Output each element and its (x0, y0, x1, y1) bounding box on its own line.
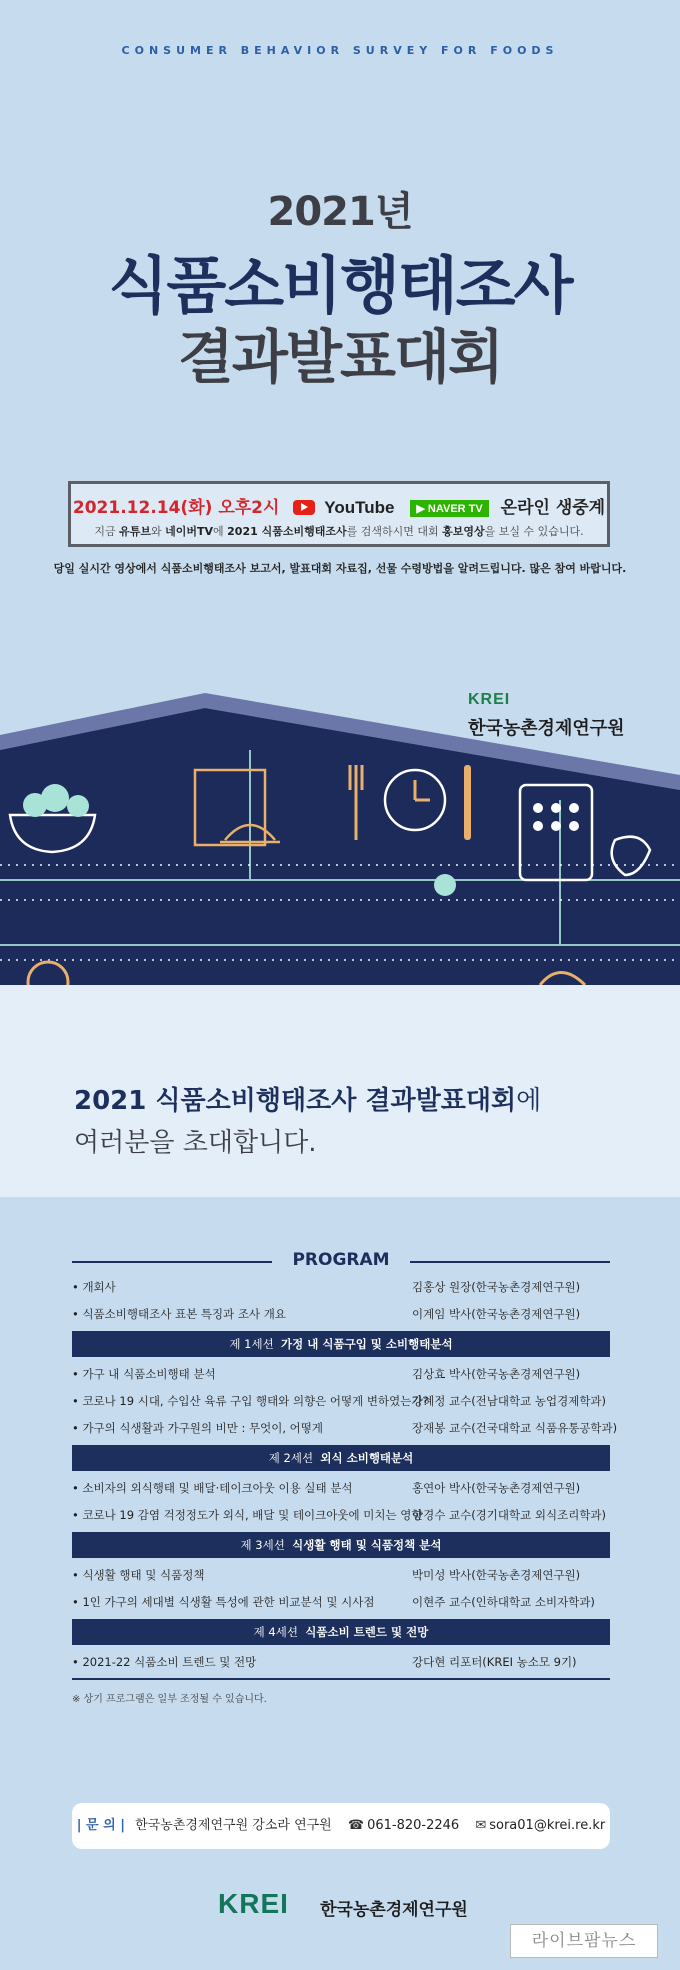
broadcast-date: 2021.12.14(화) 오후2시 (72, 498, 280, 518)
session-name: 외식 소비행태분석 (320, 1451, 414, 1465)
program-row (72, 1649, 610, 1676)
mail-icon: ✉ (475, 1818, 487, 1833)
row-title: • 개회사 (72, 1280, 116, 1294)
watermark: 라이브팜뉴스 (510, 1924, 658, 1958)
program-title: PROGRAM (292, 1250, 390, 1270)
invite-particle: 에 (516, 1086, 542, 1116)
desc-text: 에 (213, 525, 228, 538)
desc-youtube: 유튜브 (119, 525, 151, 538)
invite-line1 (74, 1080, 541, 1117)
row-speaker: 홍연아 박사(한국농촌경제연구원) (412, 1481, 581, 1495)
row-speaker: 한경수 교수(경기대학교 외식조리학과) (412, 1508, 607, 1522)
program-row (72, 1589, 610, 1616)
session-name: 식생활 행태 및 식품정책 분석 (292, 1538, 442, 1552)
desc-text: 지금 (94, 525, 120, 538)
program-row (72, 1361, 610, 1388)
youtube-icon (293, 500, 315, 515)
broadcast-box (68, 481, 610, 547)
desc-text: 와 (151, 525, 166, 538)
program-row (72, 1502, 610, 1529)
notice-text: 당일 실시간 영상에서 식품소비행태조사 보고서, 발표대회 자료집, 선물 수령방법을 알려드립니다. 많은 참여 바랍니다. (53, 562, 627, 575)
row-title: • 식생활 행태 및 식품정책 (72, 1568, 205, 1582)
session-number: 제 2세션 (268, 1451, 314, 1465)
navertv-badge: ▶ NAVER TV (410, 500, 488, 517)
program-row (72, 1562, 610, 1589)
row-title: • 가구 내 식품소비행태 분석 (72, 1367, 216, 1381)
eyebrow-text: CONSUMER BEHAVIOR SURVEY FOR FOODS (121, 44, 559, 57)
row-speaker: 이계임 박사(한국농촌경제연구원) (412, 1307, 581, 1321)
page-subtitle: 결과발표대회 (177, 323, 503, 391)
session-4-header (72, 1619, 610, 1645)
contact-phone[interactable]: 061-820-2246 (367, 1818, 460, 1833)
row-speaker: 강혜정 교수(전남대학교 농업경제학과) (412, 1394, 607, 1408)
footer-org-name: 한국농촌경제연구원 (320, 1900, 468, 1920)
row-title: • 2021-22 식품소비 트렌드 및 전망 (72, 1655, 257, 1669)
session-name: 가정 내 식품구입 및 소비행태분석 (281, 1337, 453, 1351)
page-title: 식품소비행태조사 (108, 249, 572, 322)
contact-email[interactable]: sora01@krei.re.kr (489, 1818, 606, 1833)
contact-label: | 문 의 | (76, 1818, 125, 1833)
navertv-label: NAVER TV (427, 503, 483, 515)
broadcast-desc (71, 523, 607, 539)
roof-panel (0, 708, 680, 985)
session-1-header (72, 1331, 610, 1357)
session-number: 제 1세션 (229, 1337, 274, 1351)
row-speaker: 박미성 박사(한국농촌경제연구원) (412, 1568, 581, 1582)
desc-promo: 홍보영상 (442, 525, 485, 538)
row-speaker: 김홍상 원장(한국농촌경제연구원) (412, 1280, 581, 1294)
program-header (72, 1250, 610, 1274)
program-row (72, 1388, 610, 1415)
row-title: • 코로나 19 시대, 수입산 육류 구입 행태와 의향은 어떻게 변하였는가? (72, 1394, 429, 1408)
krei-name: 한국농촌경제연구원 (468, 718, 625, 739)
program-divider (72, 1678, 610, 1680)
session-name: 식품소비 트렌드 및 전망 (305, 1625, 429, 1639)
program-note: ※ 상기 프로그램은 일부 조정될 수 있습니다. (72, 1694, 267, 1705)
footer-krei-logo: KREI (218, 1888, 289, 1919)
youtube-label: YouTube (324, 498, 395, 517)
row-speaker: 장재봉 교수(건국대학교 식품유통공학과) (412, 1421, 618, 1435)
desc-text: 를 검색하시면 대회 (346, 525, 443, 538)
contact-box (72, 1803, 610, 1849)
invite-event: 2021 식품소비행태조사 결과발표대회 (74, 1086, 517, 1116)
contact-person: 한국농촌경제연구원 강소라 연구원 (135, 1818, 332, 1833)
session-3-header (72, 1532, 610, 1558)
session-2-header (72, 1445, 610, 1471)
invite-line2: 여러분을 초대합니다. (74, 1128, 317, 1158)
row-speaker: 김상효 박사(한국농촌경제연구원) (412, 1367, 581, 1381)
row-title: • 식품소비행태조사 표본 특징과 조사 개요 (72, 1307, 286, 1321)
program-row (72, 1415, 618, 1442)
desc-navertv: 네이버TV (165, 525, 214, 538)
session-number: 제 3세션 (240, 1538, 285, 1552)
row-speaker: 강다현 리포터(KREI 농소모 9기) (412, 1655, 577, 1669)
row-title: • 코로나 19 감염 걱정정도가 외식, 배달 및 테이크아웃에 미치는 영향 (72, 1508, 423, 1522)
row-title: • 소비자의 외식행태 및 배달·테이크아웃 이용 실태 분석 (72, 1481, 353, 1495)
desc-text: 을 보실 수 있습니다. (484, 525, 584, 538)
program-row (72, 1475, 610, 1502)
knife-icon (464, 765, 471, 840)
title-year: 2021년 (267, 189, 413, 235)
row-title: • 가구의 식생활과 가구원의 비만 : 무엇이, 어떻게 (72, 1421, 323, 1435)
phone-icon: ☎ (347, 1818, 365, 1833)
program-row (72, 1301, 610, 1328)
live-label: 온라인 생중계 (500, 498, 606, 518)
dot-icon (434, 874, 456, 896)
program-row (72, 1274, 610, 1301)
session-number: 제 4세션 (253, 1625, 298, 1639)
program-table (72, 1250, 618, 1705)
row-speaker: 이현주 교수(인하대학교 소비자학과) (412, 1595, 595, 1609)
desc-query: 2021 식품소비행태조사 (227, 525, 347, 538)
broadcast-line (71, 493, 607, 518)
krei-logo: KREI (468, 691, 511, 708)
row-title: • 1인 가구의 세대별 식생활 특성에 관한 비교분석 및 시사점 (72, 1595, 375, 1609)
